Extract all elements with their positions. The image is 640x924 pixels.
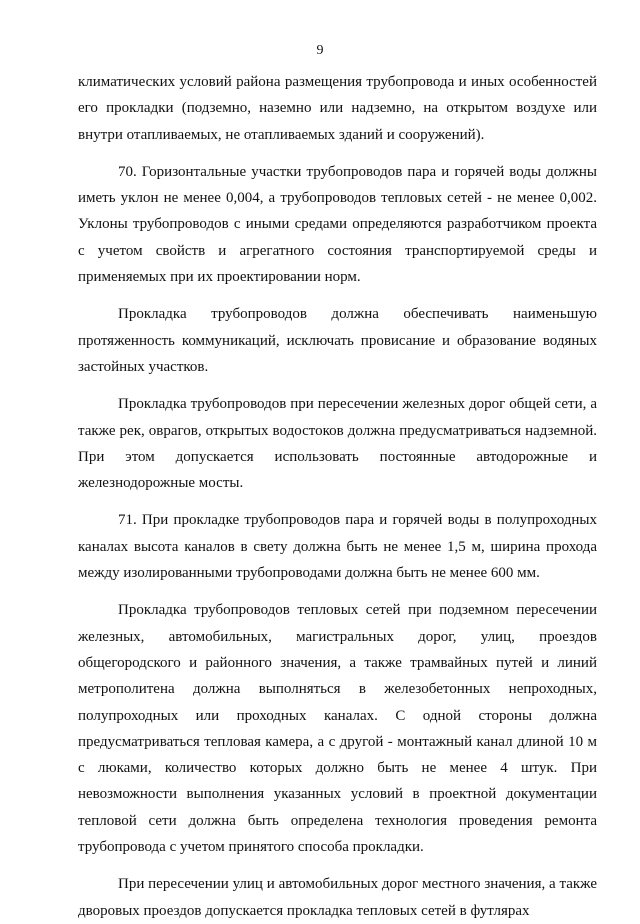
paragraph-pipeline-routing: Прокладка трубопроводов должна обеспечивать наименьшую протяженность коммуникаций, исключать провисание и образование водяных застойных участков. — [78, 306, 597, 375]
page-number: 9 — [316, 43, 324, 58]
document-body — [78, 69, 597, 924]
paragraph-local-roads-crossing: При пересечении улиц и автомобильных дорог местного значения, а также дворовых проездов допускается прокладка тепловых сетей в футлярах — [78, 876, 597, 919]
paragraph-71-semi-through-channels: 71. При прокладке трубопроводов пара и горячей воды в полупроходных каналах высота каналов в свету должна быть не менее 1,5 м, ширина прохода между изолированными трубопроводами должна быть не менее 600 мм. — [78, 512, 597, 582]
paragraph-70-slopes: 70. Горизонтальные участки трубопроводов пара и горячей воды должны иметь уклон не менее 0,004, а трубопроводов тепловых сетей - не менее 0,002. Уклоны трубопроводов с иными средами определяются разработчиком проекта с учетом свойств и агрегатного состояния транспортируемой среды и применяемых при их проектировании норм. — [78, 163, 597, 286]
paragraph-climate-conditions: климатических условий района размещения трубопровода и иных особенностей его прокладки (подземно, наземно или надземно, на открытом воздухе или внутри отапливаемых, не отапливаемых зданий и сооружений). — [78, 74, 597, 143]
paragraph-underground-crossing: Прокладка трубопроводов тепловых сетей при подземном пересечении железных, автомобильных, магистральных дорог, улиц, проездов общегородского и районного значения, а также трамвайных путей и линий метрополитена должна выполняться в железобетонных непроходных, полупроходных или проходных каналах. С одной стороны должна предусматриваться тепловая камера, а с другой - монтажный канал длиной 10 м с люками, количество которых должно быть не менее 4 штук. При невозможности выполнения указанных условий в проектной документации тепловой сети должна быть определена технология проведения ремонта трубопровода с учетом принятого способа прокладки. — [78, 602, 597, 856]
paragraph-railway-crossing: Прокладка трубопроводов при пересечении железных дорог общей сети, а также рек, оврагов, открытых водостоков должна предусматриваться надземной. При этом допускается использовать постоянные автодорожные и железнодорожные мосты. — [78, 396, 597, 492]
